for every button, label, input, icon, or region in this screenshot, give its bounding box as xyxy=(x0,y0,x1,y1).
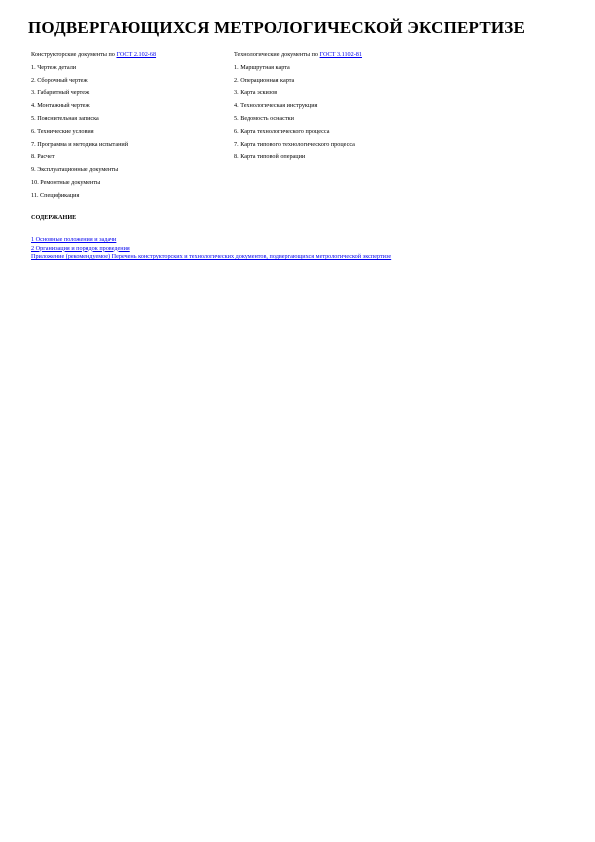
contents-heading: СОДЕРЖАНИЕ xyxy=(31,214,77,221)
toc-link-appendix[interactable]: Приложение (рекомендуемое) Перечень конструкторских и технологических документов, подвергающихся метрологической экспертизе xyxy=(31,253,392,261)
tech-doc-item: 8. Карта типовой операции xyxy=(234,153,306,161)
design-doc-item: 3. Габаритный чертеж xyxy=(31,89,90,97)
gost-3-1102-81-link[interactable]: ГОСТ 3.1102-81 xyxy=(319,51,362,58)
page-title: ПОДВЕРГАЮЩИХСЯ МЕТРОЛОГИЧЕСКОЙ ЭКСПЕРТИЗЕ xyxy=(28,18,526,37)
design-doc-item: 8. Расчет xyxy=(31,153,55,161)
tech-doc-item: 2. Операционная карта xyxy=(234,76,295,84)
tech-doc-item: 3. Карта эскизов xyxy=(234,89,278,97)
table-of-contents xyxy=(31,236,391,262)
table-row xyxy=(28,116,494,129)
design-doc-item: 11. Спецификация xyxy=(31,191,80,199)
tech-doc-item-empty xyxy=(234,193,494,206)
design-docs-header xyxy=(28,52,234,65)
tech-doc-item: 1. Маршрутная карта xyxy=(234,63,290,71)
tech-doc-item: 6. Карта технологического процесса xyxy=(234,127,330,135)
design-doc-item: 2. Сборочный чертеж xyxy=(31,76,88,84)
tech-doc-item: 4. Технологическая инструкция xyxy=(234,102,318,110)
tech-doc-item: 5. Ведомость оснастки xyxy=(234,114,294,122)
tech-doc-item-empty xyxy=(234,167,494,180)
design-doc-item: 9. Эксплуатационные документы xyxy=(31,166,119,174)
toc-link-organization[interactable]: 2 Организация и порядок проведения xyxy=(31,244,130,252)
tech-doc-item-empty xyxy=(234,180,494,193)
table-row xyxy=(28,129,494,142)
design-doc-item: 6. Технические условия xyxy=(31,127,94,135)
design-doc-item: 7. Программа и методика испытаний xyxy=(31,140,129,148)
table-header-row xyxy=(28,52,494,65)
documents-table xyxy=(28,52,494,206)
tech-docs-header-text: Технологические документы по xyxy=(234,51,320,58)
tech-docs-header xyxy=(234,52,494,65)
table-row xyxy=(28,65,494,78)
table-row xyxy=(28,193,494,206)
gost-2-102-68-link[interactable]: ГОСТ 2.102-68 xyxy=(116,51,157,58)
tech-doc-item: 7. Карта типового технологического процесса xyxy=(234,140,355,148)
design-doc-item: 4. Монтажный чертеж xyxy=(31,102,90,110)
design-doc-item: 5. Пояснительная записка xyxy=(31,114,99,122)
design-doc-item: 1. Чертеж детали xyxy=(31,63,77,71)
table-row xyxy=(28,180,494,193)
design-docs-header-text: Конструкторские документы по xyxy=(31,51,117,58)
design-doc-item: 10. Ремонтные документы xyxy=(31,178,101,186)
toc-link-main-provisions[interactable]: 1 Основные положения и задачи xyxy=(31,236,117,243)
